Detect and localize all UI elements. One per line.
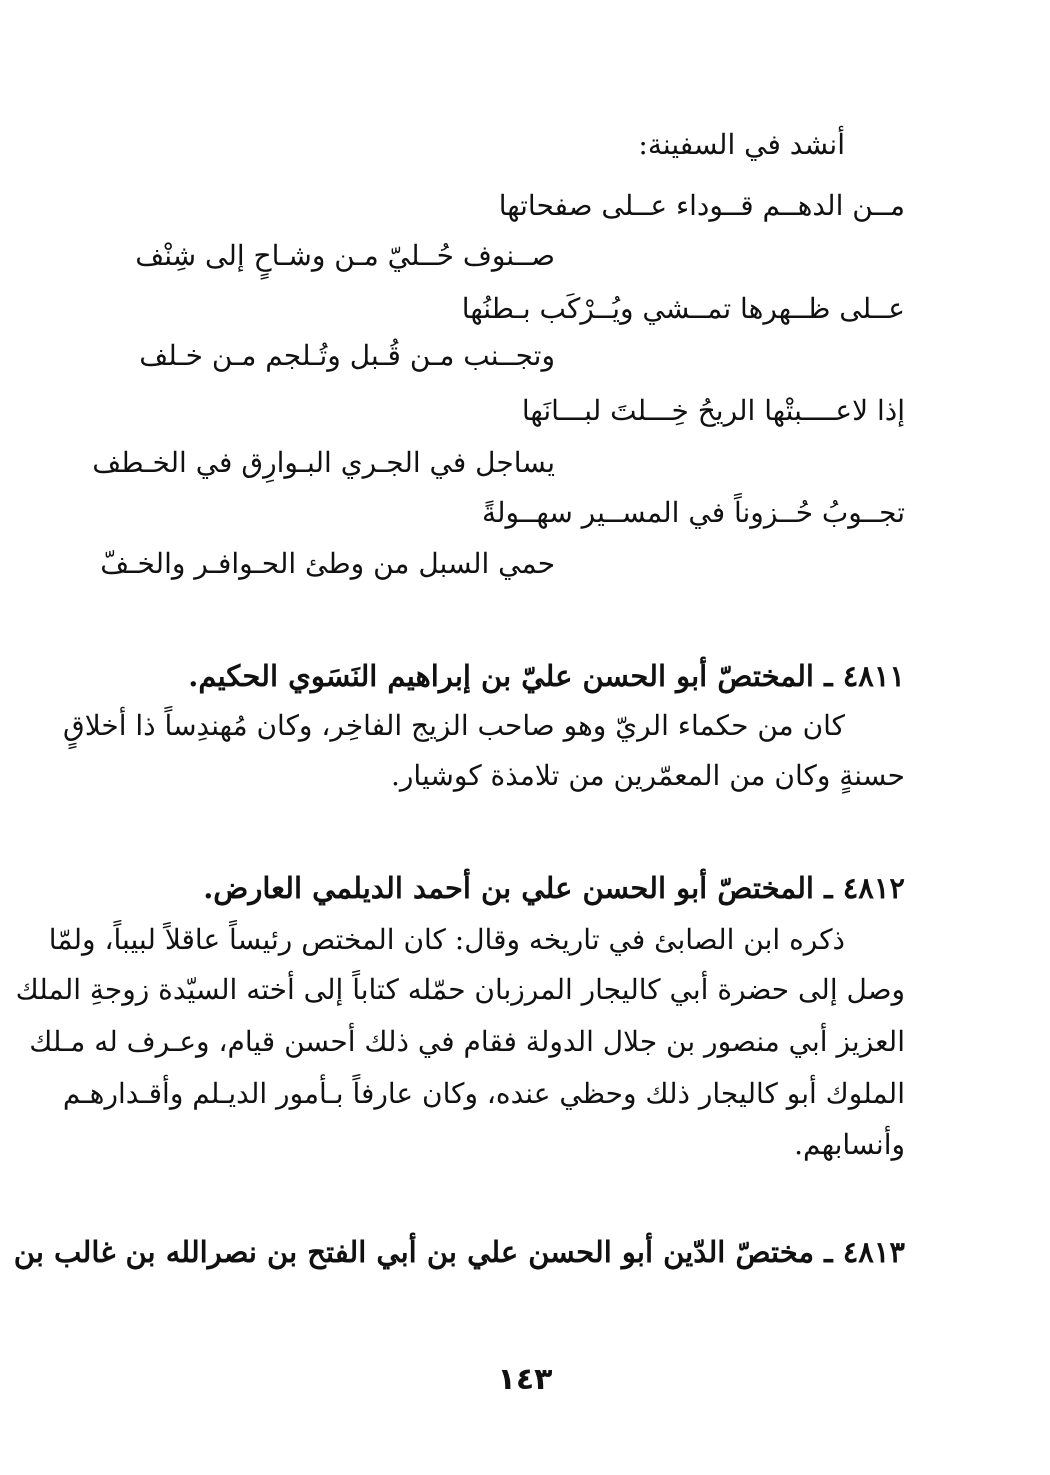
entry-4811-heading: ٤٨١١ ـ المختصّ أبو الحسن عليّ بن إبراهيم النَسَوي الحكيم. <box>188 659 905 693</box>
verse-hemistich-1: مــن الدهــم قــوداء عــلى صفحاتها <box>498 189 905 222</box>
entry-4811-line-2: حسنةٍ وكان من المعمّرين من تلامذة كوشيار. <box>391 759 905 792</box>
verse-hemistich-5: إذا لاعــــبتْها الريحُ خِـــلتَ لبـــانَها <box>521 394 905 427</box>
entry-4812-line-5: وأنسابهم. <box>794 1128 905 1161</box>
entry-4812-line-1: ذكره ابن الصابئ في تاريخه وقال: كان المختص رئيساً عاقلاً لبيباً، ولمّا <box>48 923 845 956</box>
page-number: ١٤٣ <box>497 1362 553 1397</box>
entry-4813-heading: ٤٨١٣ ـ مختصّ الدّين أبو الحسن علي بن أبي الفتح بن نصرالله بن غالب بن <box>13 1235 905 1269</box>
entry-4812-line-2: وصل إلى حضرة أبي كاليجار المرزبان حمّله كتاباً إلى أخته السيّدة زوجةِ الملك <box>15 973 905 1006</box>
verse-hemistich-7: تجــوبُ حُــزوناً في المســير سهــولةً <box>482 496 905 529</box>
entry-4812-line-4: الملوك أبو كاليجار ذلك وحظي عنده، وكان عارفاً بـأمور الديـلم وأقـدارهـم <box>62 1077 905 1110</box>
verse-hemistich-8: حمي السبل من وطئ الحـوافـر والخـفّ <box>100 547 555 580</box>
entry-4811-line-1: كان من حكماء الريّ وهو صاحب الزيج الفاخِر، وكان مُهندِساً ذا أخلاقٍ <box>62 709 845 742</box>
verse-hemistich-6: يساجل في الجـري البـوارِق في الخـطف <box>92 446 555 479</box>
poem-intro: أنشد في السفينة: <box>638 128 845 161</box>
verse-hemistich-3: عــلى ظــهرها تمــشي ويُــرْكَب بـطنُها <box>461 292 905 325</box>
entry-4812-heading: ٤٨١٢ ـ المختصّ أبو الحسن علي بن أحمد الديلمي العارض. <box>203 871 905 905</box>
entry-4812-line-3: العزيز أبي منصور بن جلال الدولة فقام في ذلك أحسن قيام، وعـرف له مـلك <box>29 1025 905 1058</box>
verse-hemistich-2: صــنوف حُــليّ مـن وشـاحٍ إلى شِنْف <box>135 239 555 272</box>
verse-hemistich-4: وتجــنب مـن قُـبل وتُـلجم مـن خـلف <box>139 339 555 372</box>
